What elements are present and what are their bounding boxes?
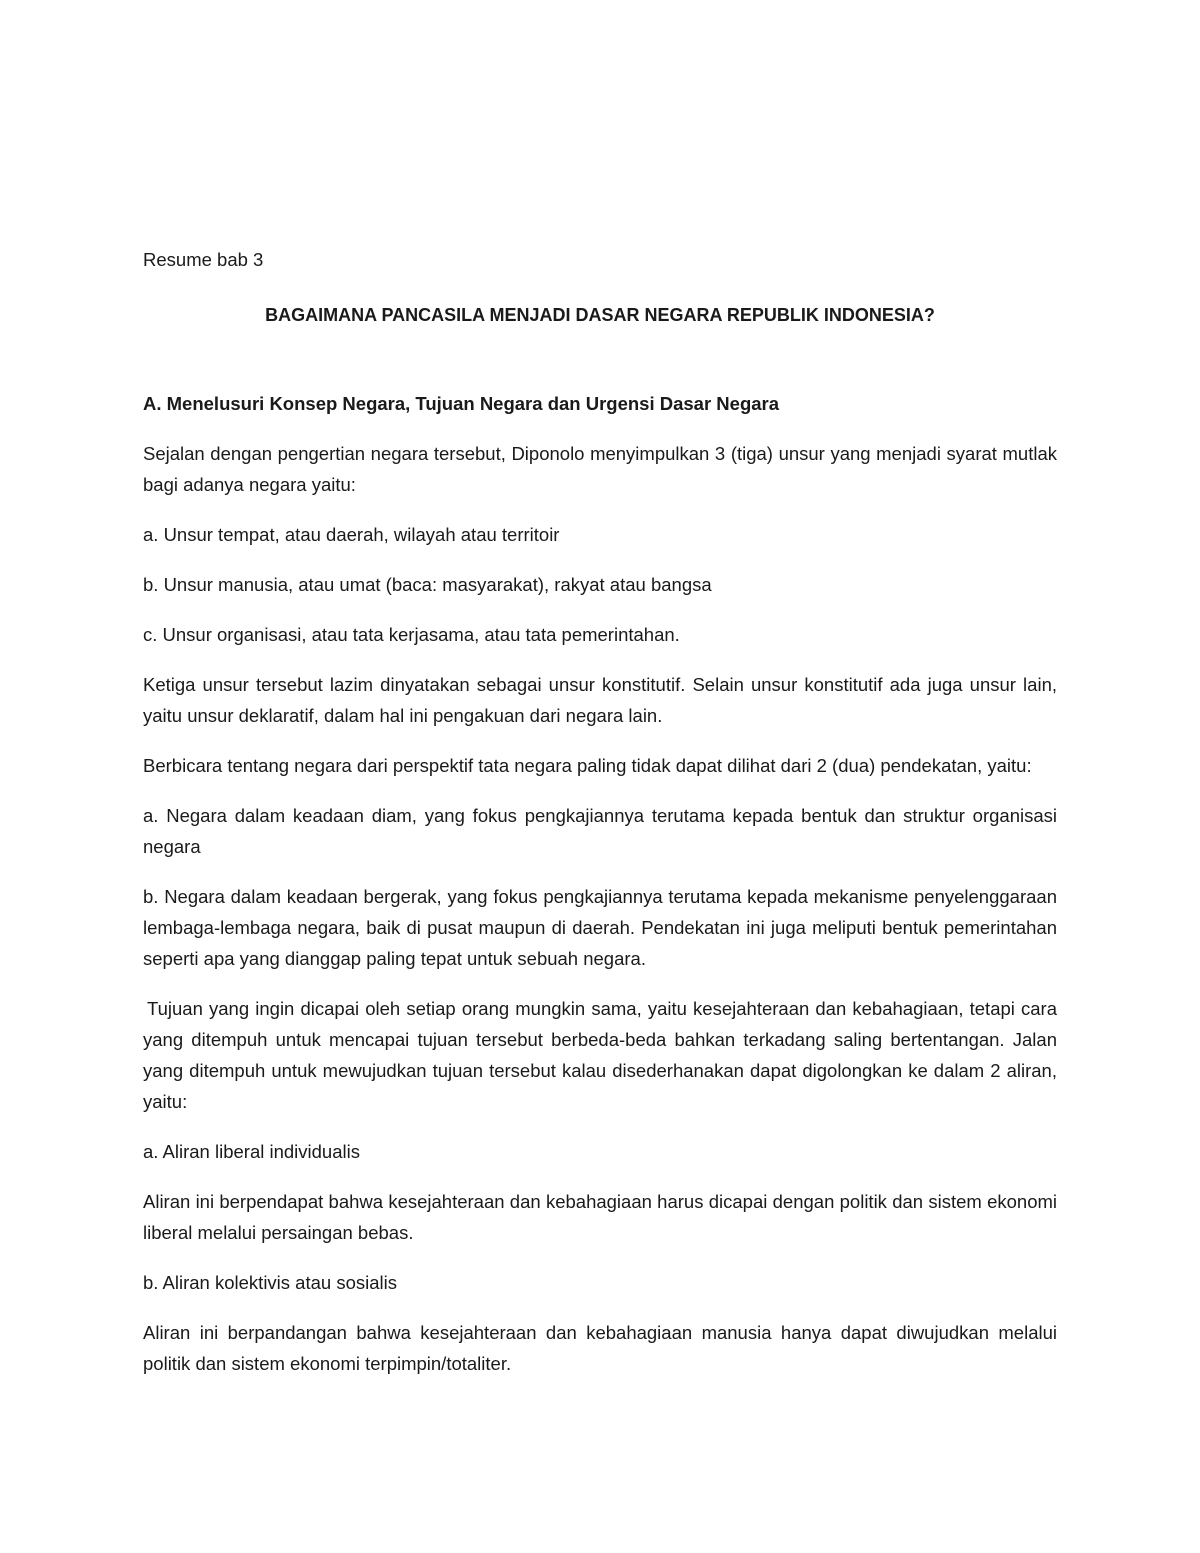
paragraph-pendekatan-intro: Berbicara tentang negara dari perspektif tata negara paling tidak dapat dilihat dari 2 (dua) pendekatan, yaitu: — [143, 755, 1032, 776]
paragraph-unsur-intro: Sejalan dengan pengertian negara tersebut, Diponolo menyimpulkan 3 (tiga) unsur yang menjadi syarat mutlak bagi adanya negara yaitu: — [143, 443, 1057, 495]
list-item-negara-diam: a. Negara dalam keadaan diam, yang fokus pengkajiannya terutama kepada bentuk dan struktur organisasi negara — [143, 805, 1057, 857]
section-heading: A. Menelusuri Konsep Negara, Tujuan Negara dan Urgensi Dasar Negara — [143, 393, 780, 414]
list-item-negara-bergerak: b. Negara dalam keadaan bergerak, yang fokus pengkajiannya terutama kepada mekanisme penyelenggaraan lembaga-lembaga negara, baik di pusat maupun di daerah. Pendekatan ini juga meliputi bentuk pemerintahan seperti apa yang dianggap paling tepat untuk sebuah negara. — [143, 886, 1057, 969]
paragraph-unsur-konstitutif: Ketiga unsur tersebut lazim dinyatakan sebagai unsur konstitutif. Selain unsur konstitutif ada juga unsur lain, yaitu unsur deklaratif, dalam hal ini pengakuan dari negara lain. — [143, 674, 1057, 726]
list-item-unsur-tempat: a. Unsur tempat, atau daerah, wilayah atau territoir — [143, 524, 560, 545]
document-title: BAGAIMANA PANCASILA MENJADI DASAR NEGARA REPUBLIK INDONESIA? — [265, 305, 935, 325]
paragraph-aliran-kolektivis: Aliran ini berpandangan bahwa kesejahteraan dan kebahagiaan manusia hanya dapat diwujudkan melalui politik dan sistem ekonomi terpimpin/totaliter. — [143, 1322, 1057, 1374]
document-label: Resume bab 3 — [143, 249, 264, 270]
paragraph-aliran-liberal: Aliran ini berpendapat bahwa kesejahteraan dan kebahagiaan harus dicapai dengan politik dan sistem ekonomi liberal melalui persaingan bebas. — [143, 1191, 1057, 1243]
list-item-aliran-liberal: a. Aliran liberal individualis — [143, 1141, 360, 1162]
list-item-unsur-organisasi: c. Unsur organisasi, atau tata kerjasama, atau tata pemerintahan. — [143, 624, 680, 645]
list-item-unsur-manusia: b. Unsur manusia, atau umat (baca: masyarakat), rakyat atau bangsa — [143, 574, 712, 595]
document-body — [143, 244, 1057, 1398]
list-item-aliran-kolektivis: b. Aliran kolektivis atau sosialis — [143, 1272, 397, 1293]
paragraph-tujuan: Tujuan yang ingin dicapai oleh setiap orang mungkin sama, yaitu kesejahteraan dan kebahagiaan, tetapi cara yang ditempuh untuk mencapai tujuan tersebut berbeda-beda bahkan terkadang saling bertentangan. Jalan yang ditempuh untuk mewujudkan tujuan tersebut kalau disederhanakan dapat digolongkan ke dalam 2 aliran, yaitu: — [143, 998, 1057, 1112]
